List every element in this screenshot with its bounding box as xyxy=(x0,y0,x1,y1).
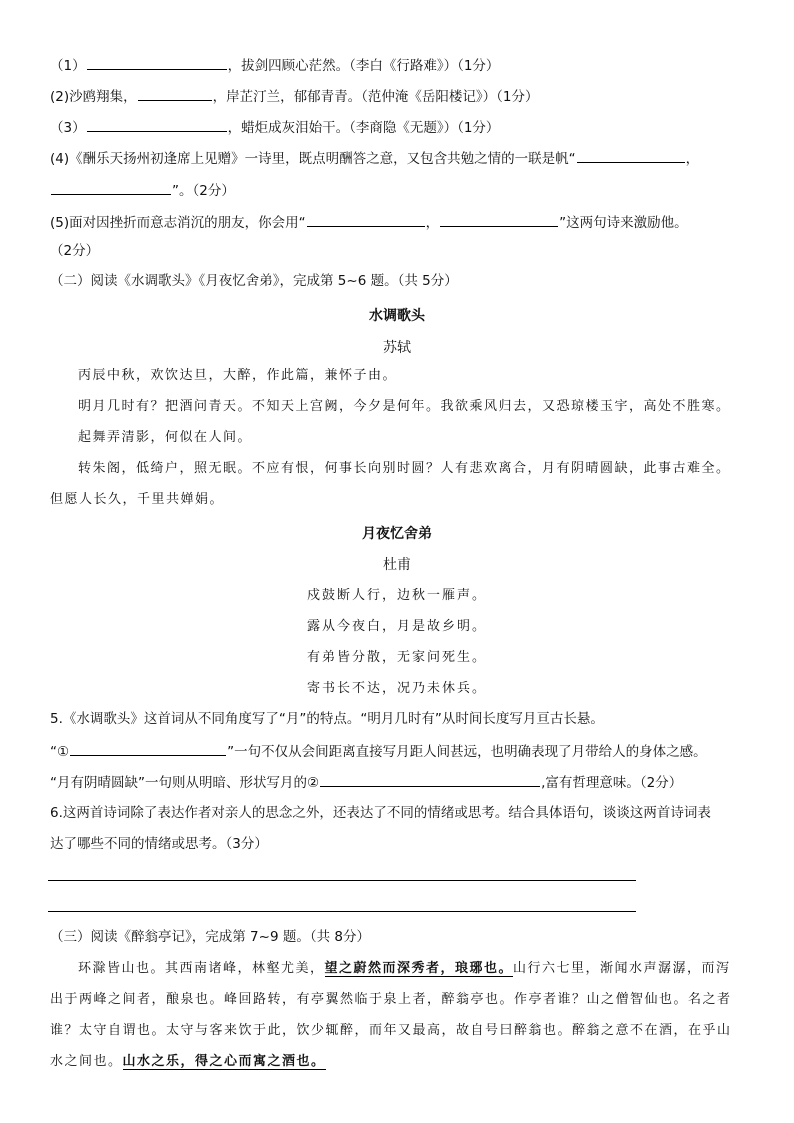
answer-blank-5b[interactable] xyxy=(440,211,558,227)
question-5-rest: ”这两句诗来激励他。 xyxy=(559,215,688,231)
answer-blank-2[interactable] xyxy=(138,85,212,101)
question-5b-marker-1: “① xyxy=(50,744,70,760)
poem-1-preface: 丙辰中秋，欢饮达旦，大醉，作此篇，兼怀子由。 xyxy=(78,368,398,383)
section-3-heading: （三）阅读《醉翁亭记》，完成第 7~9 题。（共 8分） xyxy=(50,929,370,945)
question-5b-line-3-prefix: “月有阴晴圆缺”一句则从明暗、形状写月的② xyxy=(50,775,320,791)
question-4-comma: ， xyxy=(685,151,700,167)
essay-line-4-a: 水之间也。 xyxy=(50,1054,123,1069)
question-3 xyxy=(50,116,499,138)
question-2-prefix: (2)沙鸥翔集， xyxy=(50,89,137,105)
answer-blank-5b-2[interactable] xyxy=(320,771,540,787)
question-5b-line-3 xyxy=(50,771,682,793)
poem-2-line-1: 戍鼓断人行，边秋一雁声。 xyxy=(306,588,487,603)
essay-line-3: 谁？太守自谓也。太守与客来饮于此，饮少辄醉，而年又最高，故自号曰醉翁也。醉翁之意不在酒，在乎山 xyxy=(50,1023,732,1038)
question-1-number: （1） xyxy=(50,58,86,74)
poem-2-title: 月夜忆舍弟 xyxy=(362,526,432,542)
poem-2-line-2: 露从今夜白，月是故乡明。 xyxy=(306,619,487,634)
question-2-text: ，岸芷汀兰，郁郁青青。（范仲淹《岳阳楼记》）（1分） xyxy=(212,89,539,105)
answer-blank-4a[interactable] xyxy=(577,147,685,163)
question-3-text: ，蜡炬成灰泪始干。（李商隐《无题》）（1分） xyxy=(227,120,500,136)
poem-2-line-3: 有弟皆分散，无家问死生。 xyxy=(306,650,487,665)
answer-blank-3[interactable] xyxy=(87,116,227,132)
answer-line-1[interactable] xyxy=(48,880,636,881)
question-4-line-1 xyxy=(50,147,699,169)
poem-2-line-4: 寄书长不达，况乃未休兵。 xyxy=(306,681,487,696)
poem-1-line-2: 起舞弄清影，何似在人间。 xyxy=(78,430,253,445)
answer-blank-5a[interactable] xyxy=(307,211,425,227)
poem-1-line-3: 转朱阁，低绮户，照无眠。不应有恨，何事长向别时圆？人有悲欢离合，月有阴晴圆缺，此事古难全。 xyxy=(78,461,731,476)
poem-2-author: 杜甫 xyxy=(383,557,411,573)
question-1-text: ，拔剑四顾心茫然。（李白《行路难》）（1分） xyxy=(227,58,500,74)
question-4-line-2 xyxy=(50,179,235,201)
question-5-score: （2分） xyxy=(50,243,100,259)
answer-line-2[interactable] xyxy=(48,911,636,912)
answer-blank-5b-1[interactable] xyxy=(70,740,226,756)
answer-blank-4b[interactable] xyxy=(51,179,171,195)
question-4-end: ”。（2分） xyxy=(172,183,235,199)
question-5-comma: ， xyxy=(425,215,440,231)
question-5-line-1 xyxy=(50,211,688,233)
question-5b-line-2 xyxy=(50,740,707,762)
question-5b-line-1: 5.《水调歌头》这首词从不同角度写了“月”的特点。“明月几时有”从时间长度写月亘古长悬。 xyxy=(50,711,604,727)
question-2 xyxy=(50,85,538,107)
question-1 xyxy=(50,54,499,76)
essay-underlined-sentence-2: 山水之乐，得之心而寓之酒也。 xyxy=(122,1054,326,1069)
essay-line-4 xyxy=(50,1052,326,1072)
answer-blank-1[interactable] xyxy=(87,54,227,70)
essay-line-2: 出于两峰之间者，酿泉也。峰回路转，有亭翼然临于泉上者，醉翁亭也。作亭者谁？山之僧智仙也。名之者 xyxy=(50,992,732,1007)
question-4-text: (4)《酬乐天扬州初逢席上见赠》一诗里，既点明酬答之意，又包含共勉之情的一联是帆“ xyxy=(50,151,576,167)
essay-line-1 xyxy=(78,959,731,979)
essay-line-1-b: 山行六七里，渐闻水声潺潺，而泻 xyxy=(513,961,731,976)
question-6-line-2: 达了哪些不同的情绪或思考。（3分） xyxy=(50,836,268,852)
section-2-heading: （二）阅读《水调歌头》《月夜忆舍弟》，完成第 5~6 题。（共 5分） xyxy=(50,273,458,289)
poem-1-author: 苏轼 xyxy=(383,340,411,356)
question-3-number: （3） xyxy=(50,120,86,136)
poem-1-line-1: 明月几时有？把酒问青天。不知天上宫阙，今夕是何年。我欲乘风归去，又恐琼楼玉宇，高处不胜寒。 xyxy=(78,399,731,414)
poem-1-line-4: 但愿人长久，千里共婵娟。 xyxy=(50,492,225,507)
essay-underlined-sentence-1: 望之蔚然而深秀者，琅琊也。 xyxy=(324,961,514,976)
poem-1-title: 水调歌头 xyxy=(369,308,425,324)
question-5b-line-3-text: ,富有哲理意味。（2分） xyxy=(541,775,683,791)
question-5-text: (5)面对因挫折而意志消沉的朋友，你会用“ xyxy=(50,215,306,231)
question-6-line-1: 6.这两首诗词除了表达作者对亲人的思念之外，还表达了不同的情绪或思考。结合具体语句，谈谈这两首诗词表 xyxy=(50,805,711,821)
question-5b-line-2-text: ”一句不仅从会间距离直接写月距人间甚远，也明确表现了月带给人的身体之感。 xyxy=(227,744,707,760)
essay-line-1-a: 环滁皆山也。其西南诸峰，林壑尤美， xyxy=(78,961,325,976)
